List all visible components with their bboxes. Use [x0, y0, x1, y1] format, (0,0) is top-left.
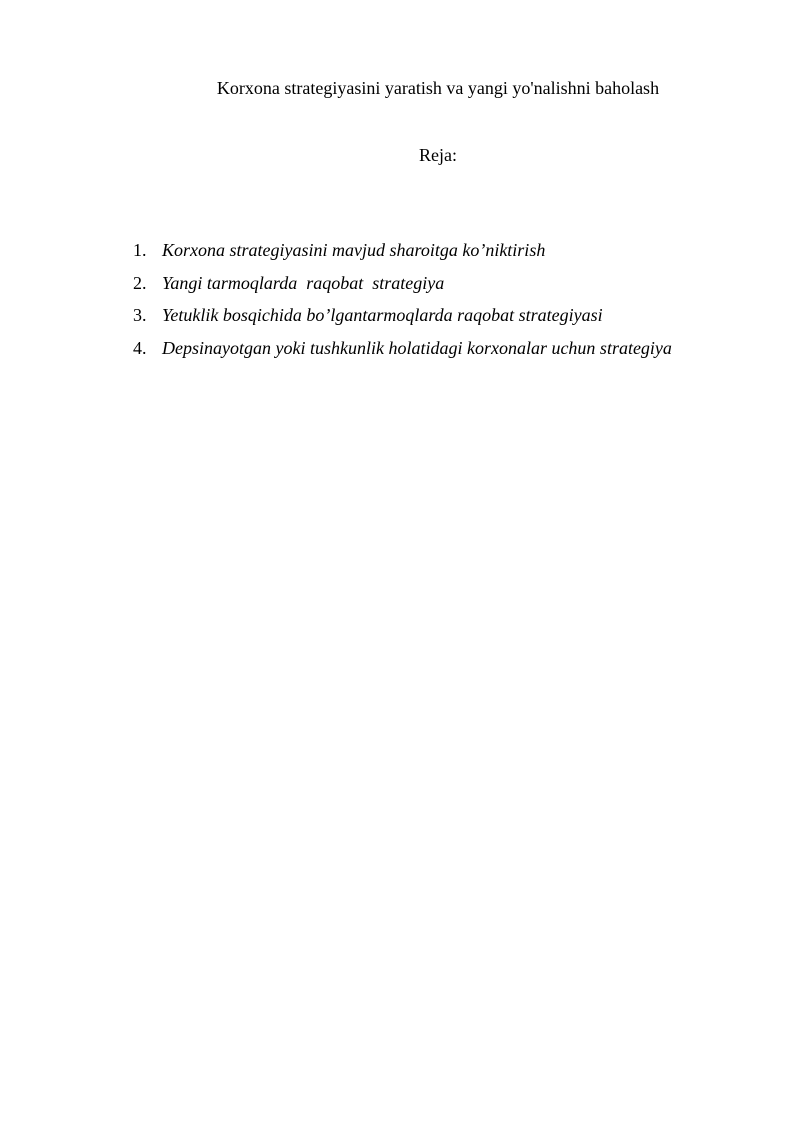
- plan-item-text: Depsinayotgan yoki tushkunlik holatidagi korxonalar uchun strategiya: [162, 337, 672, 358]
- plan-item-1: [133, 238, 672, 271]
- plan-item-number: 4.: [133, 337, 147, 358]
- document-title: Korxona strategiyasini yaratish va yangi yo'nalishni baholash: [216, 78, 660, 98]
- plan-item-text: Yangi tarmoqlarda raqobat strategiya: [162, 272, 445, 293]
- plan-item-text: Yetuklik bosqichida bo’lgantarmoqlarda raqobat strategiyasi: [162, 305, 603, 325]
- plan-item-number: 3.: [133, 305, 147, 325]
- plan-item-number: 1.: [133, 240, 147, 260]
- plan-item-2: [133, 271, 672, 304]
- plan-item-4: [133, 336, 672, 369]
- plan-item-number: 2.: [133, 272, 147, 293]
- plan-item-text: Korxona strategiyasini mavjud sharoitga ko’niktirish: [162, 240, 546, 260]
- plan-list: [133, 238, 672, 368]
- plan-item-3: [133, 303, 672, 336]
- plan-heading: Reja:: [419, 145, 457, 165]
